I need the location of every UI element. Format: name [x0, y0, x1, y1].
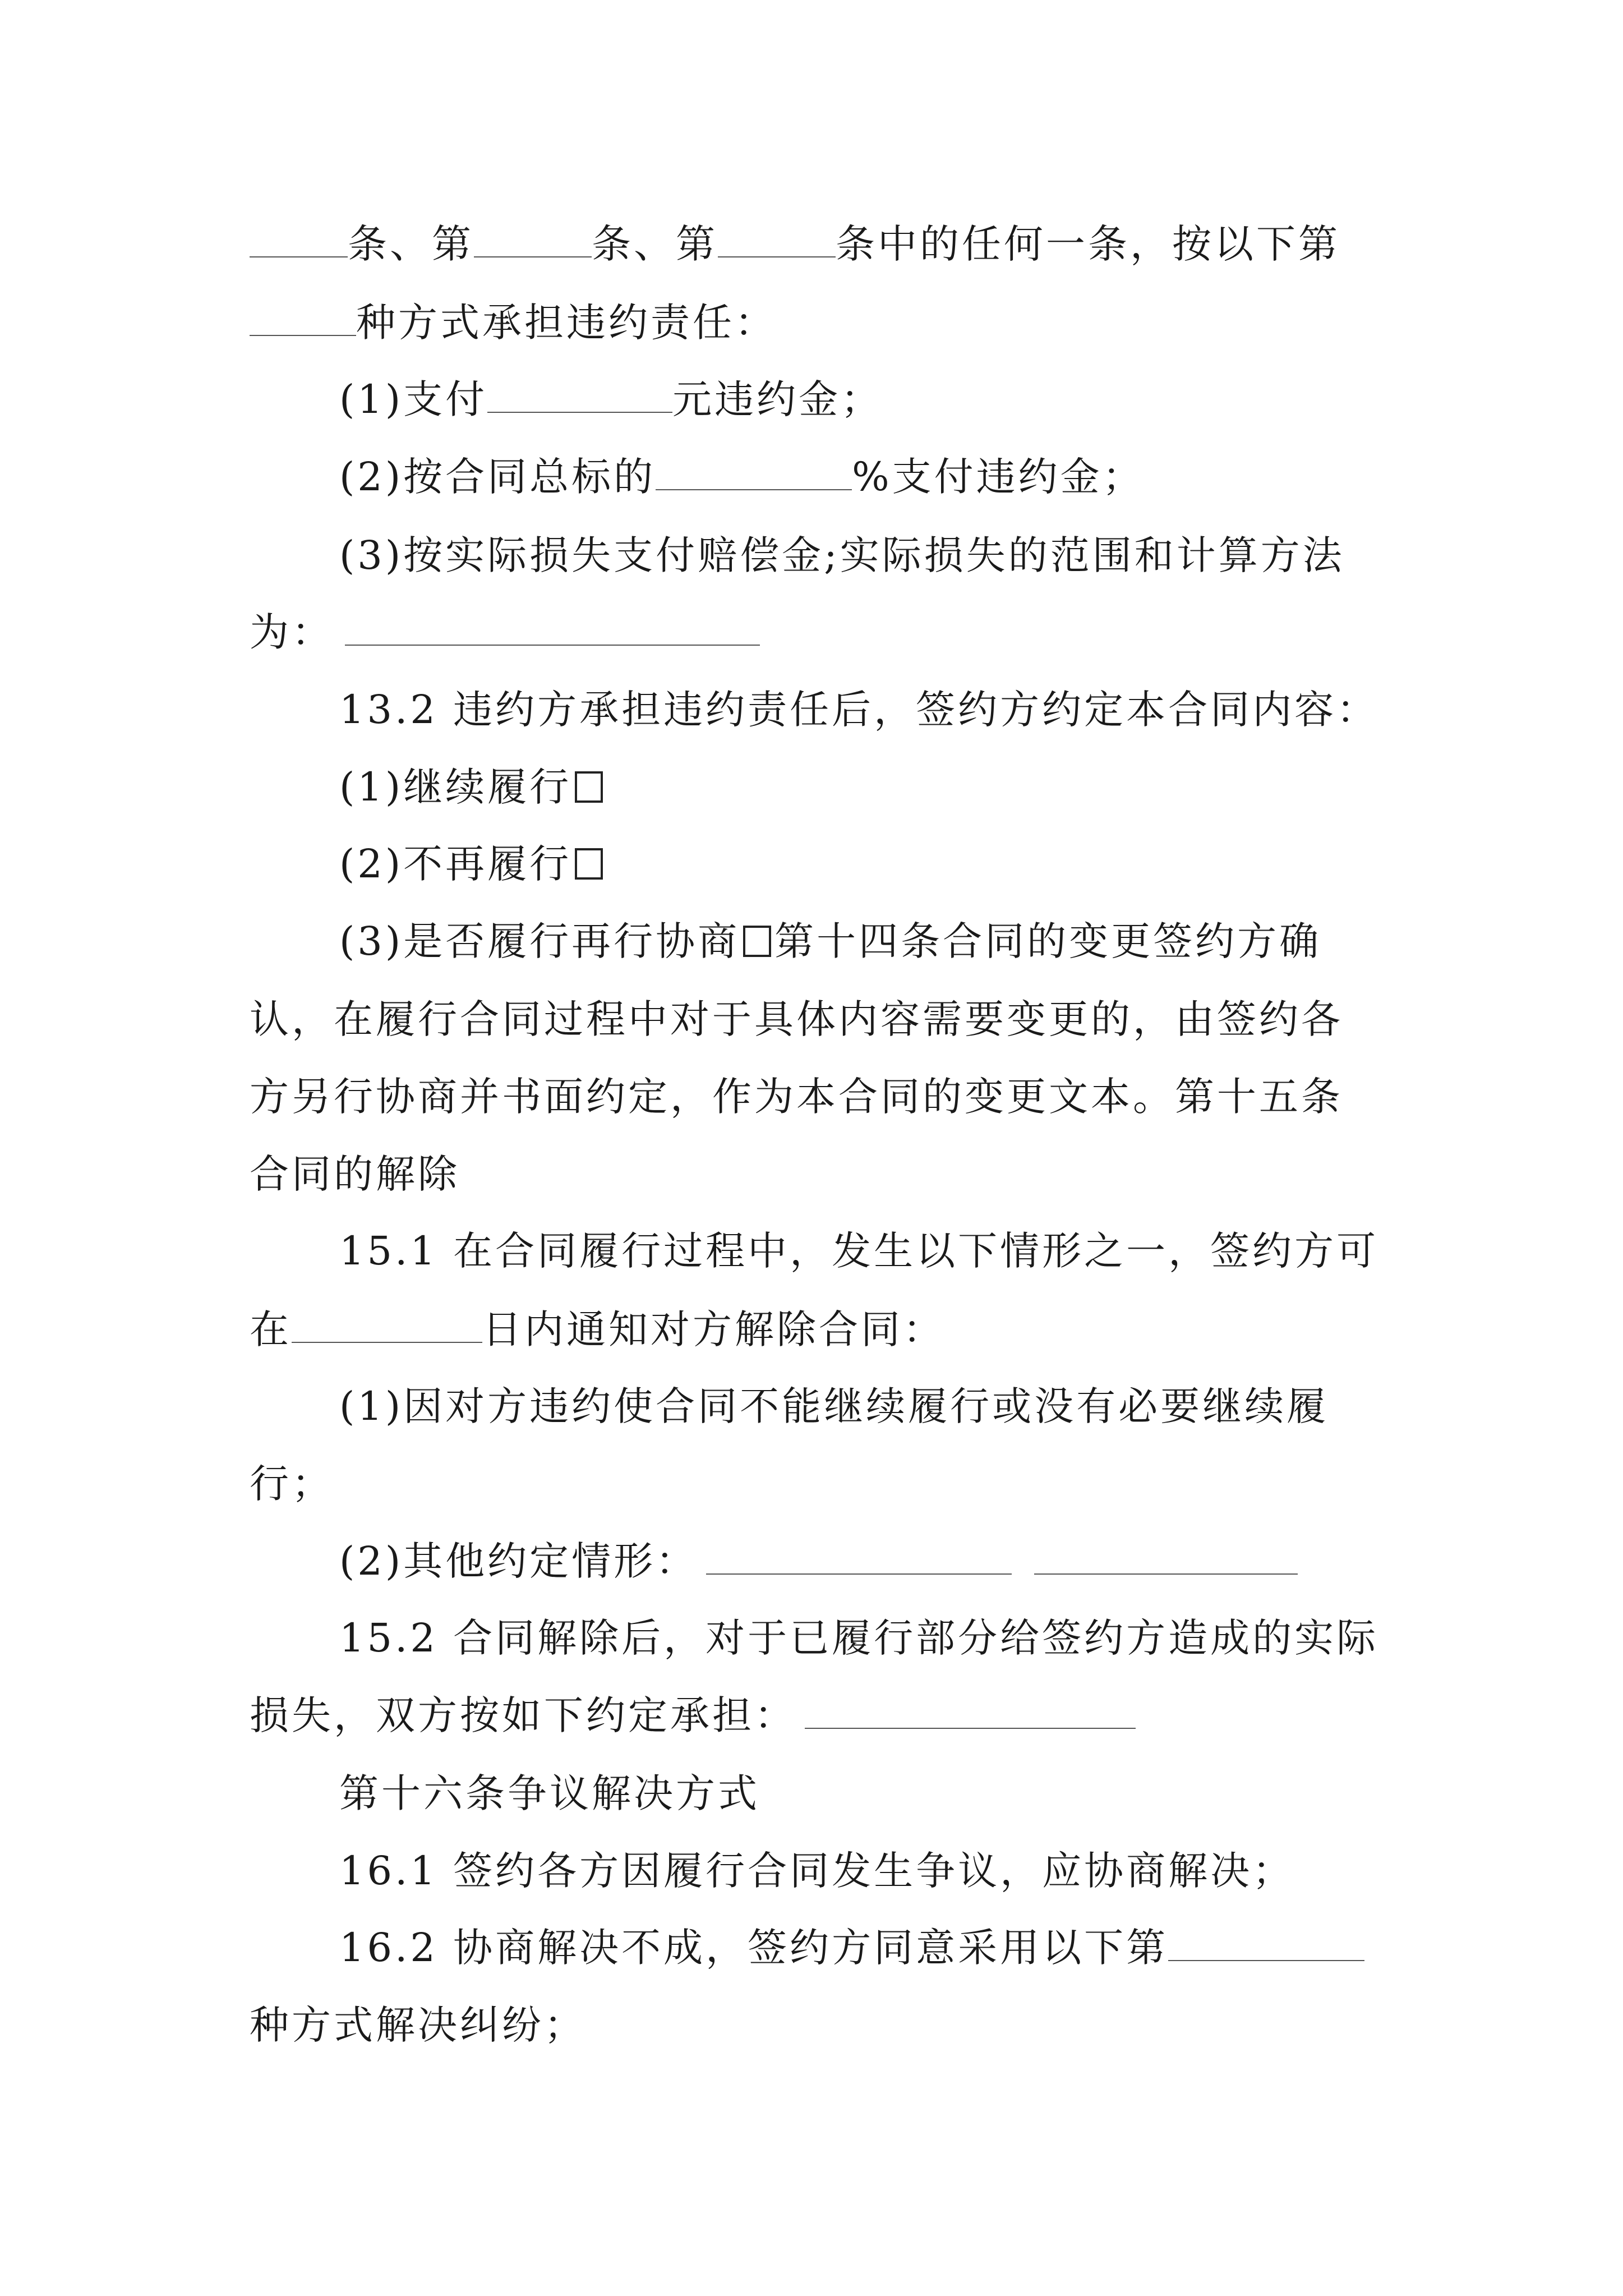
text-segment: 方另行协商并书面约定，作为本合同的变更文本。第十五条: [250, 1074, 1343, 1120]
text-line: [339, 1378, 1329, 1434]
text-segment: 在: [250, 1306, 292, 1352]
text-segment: 15.1 在合同履行过程中，发生以下情形之一，签约方可: [339, 1228, 1379, 1274]
blank-field[interactable]: [250, 220, 348, 257]
text-line: [250, 1997, 586, 2053]
text-segment: 种方式承担违约责任：: [356, 300, 777, 346]
text-line: [339, 449, 1145, 505]
blank-field[interactable]: [250, 299, 356, 336]
text-segment: %支付违约金；: [852, 454, 1145, 500]
text-segment: 13.2 违约方承担违约责任后，签约方约定本合同内容：: [339, 687, 1379, 733]
blank-field[interactable]: [805, 1692, 1136, 1729]
text-segment: (3)是否履行再行协商: [339, 918, 740, 964]
text-line: [339, 682, 1378, 738]
text-segment: (1)因对方违约使合同不能继续履行或没有必要继续履: [339, 1383, 1329, 1429]
text-line: [250, 1146, 460, 1202]
blank-field[interactable]: [474, 220, 592, 257]
blank-field[interactable]: [1034, 1538, 1298, 1575]
blank-field[interactable]: [345, 609, 760, 646]
text-segment: 15.2 合同解除后，对于已履行部分给签约方造成的实际: [339, 1615, 1379, 1661]
text-segment: 16.2 协商解决不成，签约方同意采用以下第: [339, 1925, 1169, 1971]
text-segment: 种方式解决纠纷；: [250, 2002, 586, 2048]
checkbox[interactable]: [575, 771, 603, 803]
text-line: [339, 1610, 1378, 1666]
text-segment: 认，在履行合同过程中对于具体内容需要变更的，由签约各: [250, 996, 1343, 1042]
blank-field[interactable]: [706, 1538, 1012, 1575]
blank-field[interactable]: [718, 220, 836, 257]
text-segment: (1)支付: [339, 376, 488, 422]
text-segment: (2)不再履行: [339, 841, 572, 887]
text-line: [250, 1456, 334, 1512]
text-line: [339, 1843, 1294, 1899]
text-segment: 为：: [250, 609, 334, 655]
text-line: [339, 759, 606, 815]
text-line: [250, 295, 777, 351]
text-line: [250, 604, 760, 660]
text-segment: 条、第: [592, 221, 718, 267]
text-line: [339, 1223, 1378, 1279]
text-segment: 第十六条争议解决方式: [339, 1770, 760, 1816]
text-segment: (2)按合同总标的: [339, 454, 656, 500]
text-line: [250, 1069, 1343, 1125]
text-line: [339, 371, 883, 427]
text-line: [250, 216, 1340, 272]
text-line: [339, 913, 1321, 969]
text-segment: 第十四条合同的变更签约方确: [774, 918, 1322, 964]
text-line: [250, 1301, 945, 1358]
text-line: [250, 1687, 1136, 1743]
text-segment: 合同的解除: [250, 1151, 460, 1197]
text-segment: 16.1 签约各方因履行合同发生争议，应协商解决；: [339, 1848, 1295, 1894]
text-segment: 日内通知对方解除合同：: [482, 1306, 945, 1352]
text-line: [339, 1920, 1364, 1976]
text-line: [339, 1765, 760, 1821]
text-segment: 行；: [250, 1461, 334, 1507]
text-line: [250, 991, 1343, 1047]
blank-field[interactable]: [1168, 1924, 1364, 1961]
text-line: [339, 836, 606, 892]
text-line: [339, 527, 1345, 583]
checkbox[interactable]: [743, 926, 771, 957]
text-segment: 损失，双方按如下约定承担：: [250, 1692, 796, 1738]
text-segment: (2)其他约定情形：: [339, 1538, 698, 1584]
blank-field[interactable]: [656, 453, 852, 490]
text-segment: (3)按实际损失支付赔偿金;实际损失的范围和计算方法: [339, 532, 1345, 578]
text-segment: (1)继续履行: [339, 764, 572, 810]
blank-field[interactable]: [487, 376, 672, 413]
text-segment: 元违约金；: [672, 376, 883, 422]
text-segment: 条、第: [348, 221, 474, 267]
checkbox[interactable]: [575, 848, 603, 880]
text-line: [339, 1533, 1298, 1589]
blank-field[interactable]: [292, 1306, 482, 1343]
text-segment: 条中的任何一条，按以下第: [836, 221, 1340, 267]
